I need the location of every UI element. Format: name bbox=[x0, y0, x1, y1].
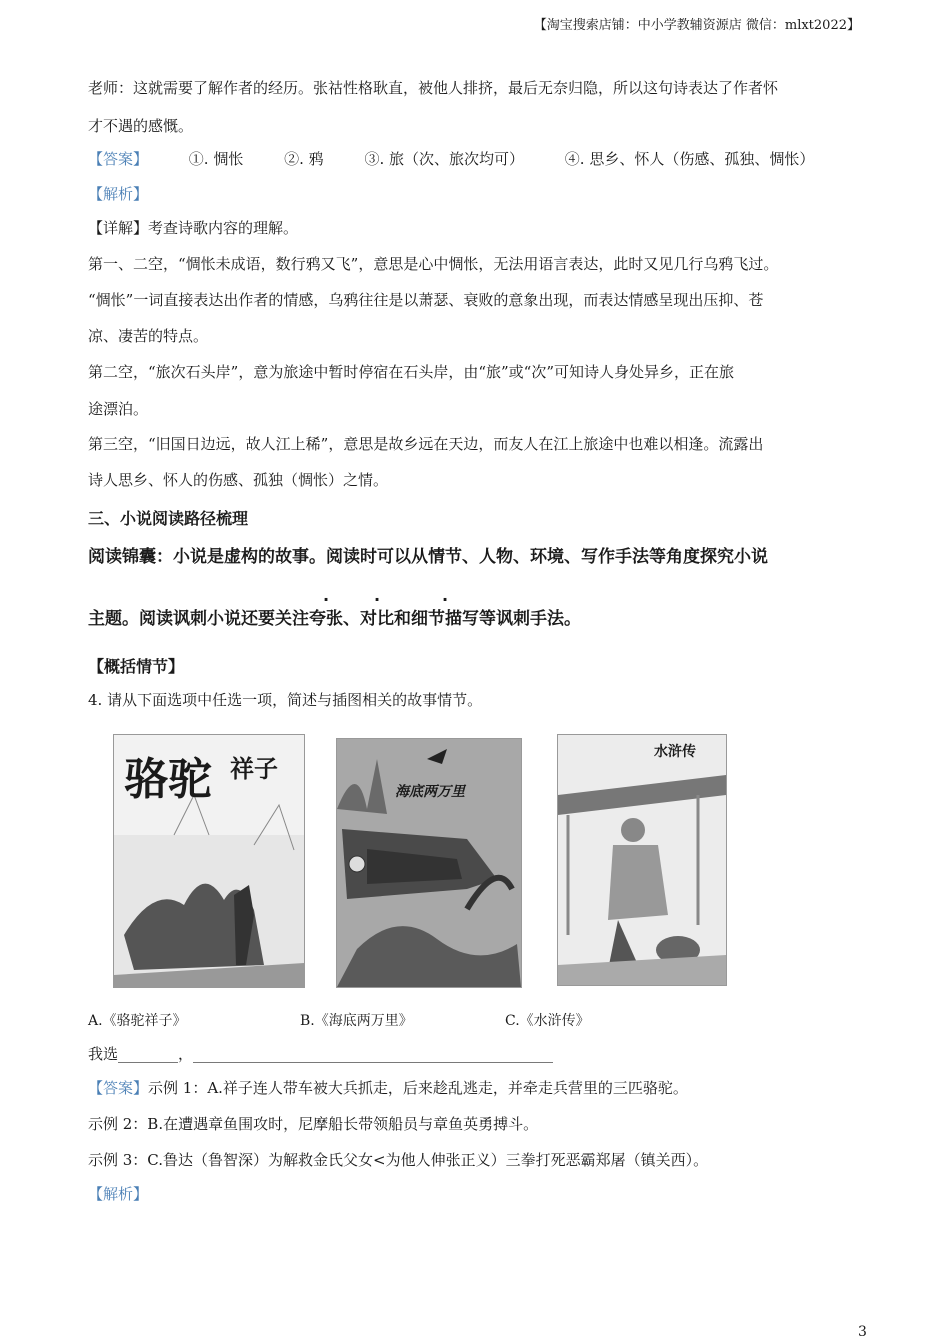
option-a: A.《骆驼祥子》 bbox=[88, 1013, 187, 1029]
answer-item: ②. 鸦 bbox=[284, 150, 324, 168]
illustration-title-big: 骆驼 bbox=[124, 754, 212, 805]
detail-row bbox=[88, 218, 298, 238]
section-title: 三、小说阅读路径梳理 bbox=[88, 509, 249, 528]
blank3-line2: 诗人思乡、怀人的伤感、孤独（惆怅）之情。 bbox=[88, 471, 389, 489]
detail-tag: 【详解】 bbox=[88, 219, 149, 237]
answer2-ex2: 示例 2：B.在遭遇章鱼围攻时，尼摩船长带领船员与章鱼英勇搏斗。 bbox=[88, 1115, 539, 1133]
answer-tag: 【答案】 bbox=[88, 150, 149, 168]
tip-line2 bbox=[88, 604, 581, 629]
illustration-camel-xiangzi bbox=[113, 734, 305, 988]
option-b: B.《海底两万里》 bbox=[300, 1013, 413, 1029]
analysis-tag: 【解析】 bbox=[88, 1185, 149, 1203]
detail-text: 考查诗歌内容的理解。 bbox=[148, 219, 299, 237]
answer-item: ④. 思乡、怀人（伤感、孤独、惆怅） bbox=[564, 150, 815, 168]
blank2-line2: 途漂泊。 bbox=[88, 400, 149, 418]
answer-example: 示例 1：A.祥子连人带车被大兵抓走，后来趁乱逃走，并牵走兵营里的三匹骆驼。 bbox=[148, 1079, 688, 1097]
tip-text: 等讽刺手法。 bbox=[479, 609, 581, 629]
blank3-line1: 第三空，“旧国日边远，故人江上稀”，意思是故乡远在天边，而友人在江上旅途中也难以相逢。流露出 bbox=[88, 435, 764, 453]
answer-tag: 【答案】 bbox=[88, 1079, 149, 1097]
illustration-title: 海底两万里 bbox=[395, 784, 465, 800]
water-margin-scene-drawing bbox=[558, 735, 726, 985]
page-number: 3 bbox=[858, 1324, 867, 1340]
tip-line1: 阅读锦囊：小说是虚构的故事。阅读时可以从情节、人物、环境、写作手法等角度探究小说 bbox=[88, 547, 768, 567]
answer-item: ①. 惆怅 bbox=[188, 150, 244, 168]
tip-text: 、 bbox=[343, 609, 360, 629]
tip-text: 和 bbox=[394, 609, 411, 629]
para1-line1: 老师：这就需要了解作者的经历。张祜性格耿直，被他人排挤，最后无奈归隐，所以这句诗表达了作者怀 bbox=[88, 79, 779, 97]
choose-answer-line[interactable]: 我选________，________________________________________________ bbox=[88, 1045, 554, 1063]
illustration-twenty-thousand-leagues bbox=[336, 738, 522, 988]
emphasis-dotted: 对比 bbox=[360, 609, 394, 629]
page-header: 【淘宝搜索店铺：中小学教辅资源店 微信：mlxt2022】 bbox=[533, 18, 860, 33]
illustration-title-small: 祥子 bbox=[230, 755, 278, 783]
option-c: C.《水浒传》 bbox=[505, 1013, 590, 1029]
emphasis-dotted: 夸张 bbox=[309, 609, 343, 629]
blank12-line2: “惆怅”一词直接表达出作者的情感，乌鸦往往是以萧瑟、衰败的意象出现，而表达情感呈现出压抑、苍 bbox=[88, 291, 764, 309]
illustration-title: 水浒传 bbox=[654, 744, 696, 760]
submarine-octopus-drawing bbox=[337, 739, 521, 987]
emphasis-dotted: 细节描写 bbox=[411, 609, 479, 629]
question-4: 4. 请从下面选项中任选一项，简述与插图相关的故事情节。 bbox=[88, 691, 483, 709]
tip-text: 主题。阅读讽刺小说还要关注 bbox=[88, 609, 309, 629]
para1-line2: 才不遇的感慨。 bbox=[88, 117, 194, 135]
answer-row bbox=[88, 149, 814, 169]
answer2-ex3: 示例 3：C.鲁达（鲁智深）为解救金氏父女<为他人伸张正义）三拳打死恶霸郑屠（镇关西）。 bbox=[88, 1151, 709, 1169]
answer2-ex1-row bbox=[88, 1078, 688, 1098]
plot-heading: 【概括情节】 bbox=[88, 657, 185, 676]
blank2-line1: 第二空，“旅次石头岸”，意为旅途中暂时停宿在石头岸，由“旅”或“次”可知诗人身处异乡，正在旅 bbox=[88, 363, 735, 381]
blank12-line3: 凉、凄苦的特点。 bbox=[88, 327, 209, 345]
blank12-line1: 第一、二空，“惆怅未成语，数行鸦又飞”，意思是心中惆怅，无法用语言表达，此时又见几行乌鸦飞过。 bbox=[88, 255, 779, 273]
analysis-tag: 【解析】 bbox=[88, 185, 149, 203]
answer-item: ③. 旅（次、旅次均可） bbox=[364, 150, 524, 168]
illustration-water-margin bbox=[557, 734, 727, 986]
